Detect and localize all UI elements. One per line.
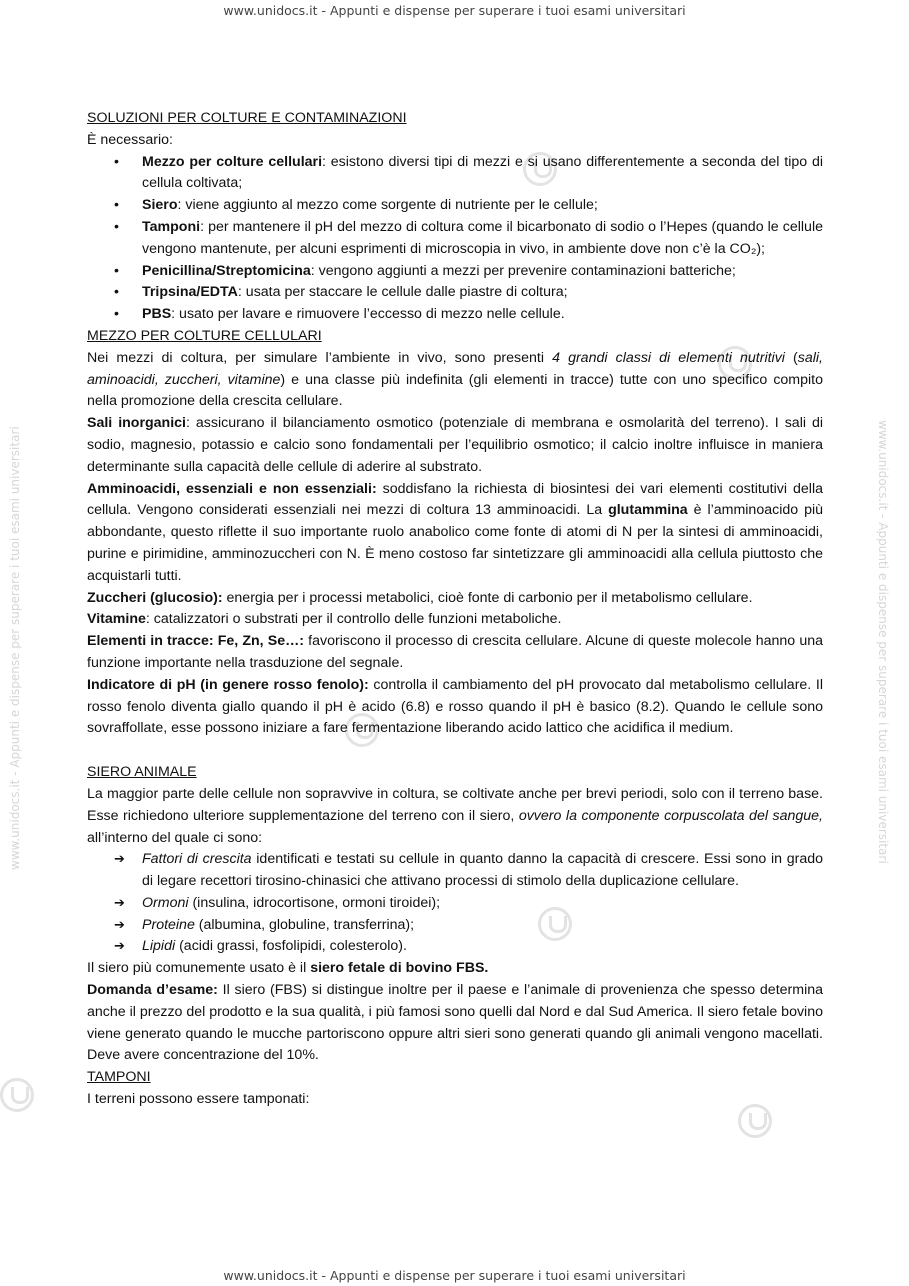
list-item: ➔ Ormoni (insulina, idrocortisone, ormoni tiroidei); — [87, 893, 823, 915]
section-title: SIERO ANIMALE — [87, 764, 197, 781]
item-term: Siero — [142, 197, 178, 214]
spacer — [87, 740, 823, 762]
list-item — [87, 304, 823, 326]
paragraph: Domanda d’esame: Il siero (FBS) si distingue inoltre per il paese e l’animale di provenienza che spesso determina anche il prezzo del prodotto e la sua qualità, i più famosi sono quelli dal Nord e dal Sud America. Il siero fetale bovino viene generato quando le mucche partoriscono oppure altri sieri sono generati quando gli animali vengono macellati. Deve avere concentrazione del 10%. — [87, 982, 824, 1064]
item-text: : usata per staccare le cellule dalle piastre di coltura; — [237, 284, 568, 301]
paragraph: È necessario: — [87, 131, 173, 148]
paragraph: Zuccheri (glucosio): energia per i processi metabolici, cioè fonte di carbonio per il metabolismo cellulare. — [87, 589, 753, 606]
item-text: : esistono diversi tipi di mezzi e si usano differentemente a seconda del tipo di cellula coltivata; — [142, 153, 823, 192]
paragraph: Vitamine: catalizzatori o substrati per il controllo delle funzioni metaboliche. — [87, 611, 562, 628]
list-item — [87, 195, 823, 217]
list-item: ➔ Fattori di crescita identificati e testati su cellule in quanto danno la capacità di crescere. Essi sono in grado di legare recettori tirosino-chinasici che attivano processi di stimolo della duplicazione cellulare. — [87, 849, 823, 893]
paragraph: La maggior parte delle cellule non sopravvive in coltura, se coltivate anche per brevi periodi, solo con il terreno base. Esse richiedono ulteriore supplementazione del terreno con il siero, ovvero la componente corpuscolata del sangue, all’interno del quale ci sono: — [87, 785, 823, 846]
paragraph: Elementi in tracce: Fe, Zn, Se…: favoriscono il processo di crescita cellulare. Alcune di queste molecole hanno una funzione importante nella trasduzione del segnale. — [87, 633, 823, 671]
list-item — [87, 261, 823, 283]
paragraph: Indicatore di pH (in genere rosso fenolo): controlla il cambiamento del pH provocato dal metabolismo cellulare. Il rosso fenolo diventa giallo quando il pH è acido (6.8) e rosso quando il pH è basico (8.2). Quando le cellule sono sovraffollate, esse possono iniziare a fare fermentazione liberando acido lattico che acidifica il medium. — [87, 676, 823, 737]
section-title: SOLUZIONI PER COLTURE E CONTAMINAZIONI — [87, 110, 407, 126]
item-term: Penicillina/Streptomicina — [142, 262, 311, 279]
paragraph: Amminoacidi, essenziali e non essenziali: soddisfano la richiesta di biosintesi dei vari elementi costitutivi della cellula. Vengono considerati essenziali nei mezzi di coltura 13 amminoacidi. La glutammina è l’amminoacido più abbondante, questo riflette il suo importante ruolo anabolico come fonte di atomi di N per la sintesi di amminoacidi, purine e pirimidine, amminozuccheri con N. È meno costoso far sintetizzare gli amminoacidi alla cellula piuttosto che acquistarli tutti. — [87, 480, 823, 584]
paragraph: Sali inorganici: assicurano il bilanciamento osmotico (potenziale di membrana e osmolarità del terreno). I sali di sodio, magnesio, potassio e calcio sono fondamentali per l’equilibrio osmotico; il calcio inoltre influisce in maniera determinante sulla capacità delle cellule di aderire al substrato. — [87, 415, 823, 475]
list-item: ➔ Lipidi (acidi grassi, fosfolipidi, colesterolo). — [87, 936, 823, 958]
section-title: MEZZO PER COLTURE CELLULARI — [87, 327, 322, 344]
item-text: : viene aggiunto al mezzo come sorgente di nutriente per le cellule; — [177, 197, 598, 214]
list-item — [87, 217, 823, 261]
item-term: PBS — [142, 306, 172, 323]
section-title: TAMPONI — [87, 1069, 151, 1086]
item-text: : vengono aggiunti a mezzi per prevenire contaminazioni batteriche; — [310, 262, 736, 279]
item-term: Tripsina/EDTA — [142, 284, 238, 301]
item-term: Tamponi — [142, 218, 201, 235]
paragraph: Nei mezzi di coltura, per simulare l’ambiente in vivo, sono presenti 4 grandi classi di elementi nutritivi (sali, aminoacidi, zuccheri, vitamine) e una classe più indefinita (gli elementi in tracce) tutte con uno specifico compito nella promozione della crescita cellulare. — [87, 349, 823, 410]
document-body — [87, 108, 823, 1111]
item-text: : usato per lavare e rimuovere l’eccesso di mezzo nelle cellule. — [171, 306, 565, 323]
arrow-list — [87, 849, 823, 958]
paragraph: Il siero più comunemente usato è il siero fetale di bovino FBS. — [87, 960, 489, 977]
side-watermark-left: www.unidocs.it - Appunti e dispense per superare i tuoi esami universitari — [8, 426, 22, 870]
list-item — [87, 282, 823, 304]
item-text: : per mantenere il pH del mezzo di coltura come il bicarbonato di sodio o l’Hepes (quando le cellule vengono mantenute, per alcuni esprimenti di microscopia in vivo, in ambiente dove non c’è la CO₂); — [142, 218, 823, 257]
bullet-list — [87, 152, 823, 326]
item-term: Mezzo per colture cellulari — [142, 153, 323, 170]
page-footer: www.unidocs.it - Appunti e dispense per superare i tuoi esami universitari — [223, 1268, 686, 1283]
list-item: ➔ Proteine (albumina, globuline, transferrina); — [87, 915, 823, 937]
paragraph: I terreni possono essere tamponati: — [87, 1091, 310, 1108]
watermark-logo-icon — [0, 1078, 34, 1112]
page-header: www.unidocs.it - Appunti e dispense per superare i tuoi esami universitari — [223, 3, 686, 18]
side-watermark-right: www.unidocs.it - Appunti e dispense per superare i tuoi esami universitari — [876, 420, 890, 864]
list-item — [87, 152, 823, 196]
